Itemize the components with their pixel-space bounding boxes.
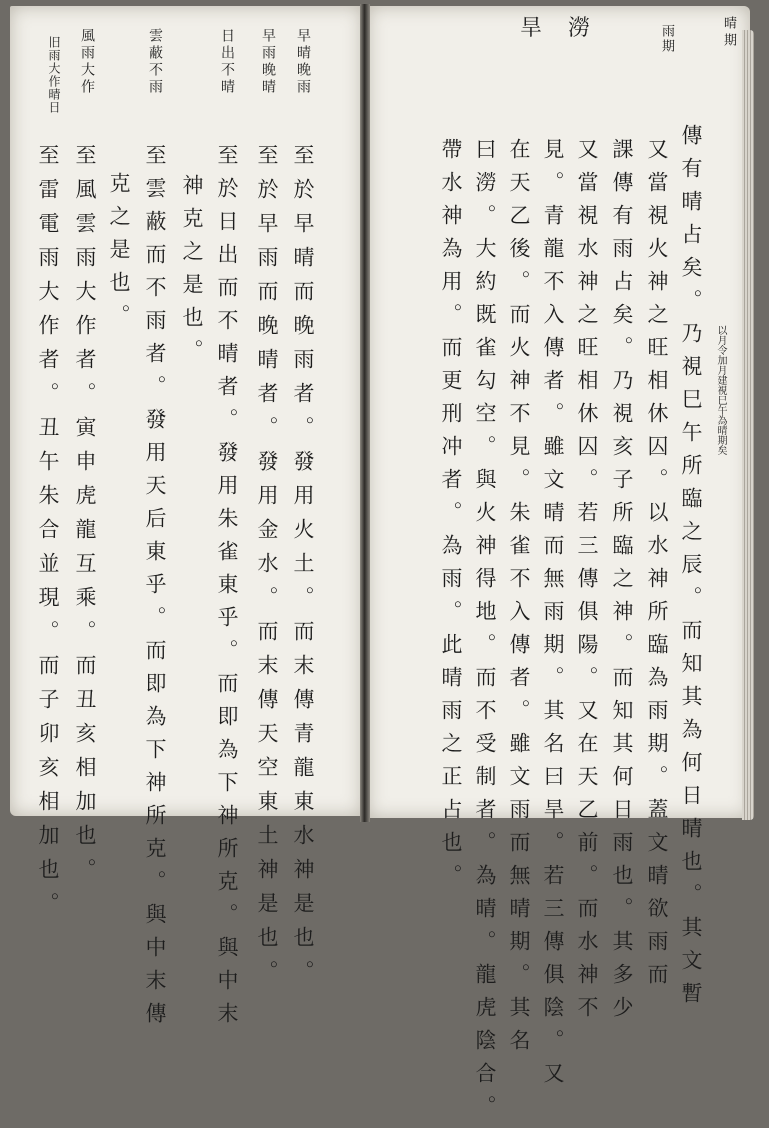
annotation: 以月令加月建視巳午為晴期矣 bbox=[715, 325, 726, 455]
left-column-1: 至於早晴而晚雨者。發用火土。而末傳青龍東水神是也。 bbox=[291, 144, 315, 994]
left-column-8: 至雷電雨大作者。丑午朱合並現。而子卯亥相加也。 bbox=[36, 144, 60, 926]
body-column-8: 帶水神為用。而更刑冲者。為雨。此晴雨之正占也。 bbox=[439, 138, 463, 897]
left-column-2: 至於早雨而晚晴者。發用金水。而末傳天空東土神是也。 bbox=[255, 144, 279, 994]
page-edge bbox=[742, 30, 754, 820]
heading-early-rain-late-clear: 早雨晚晴 bbox=[260, 28, 276, 96]
heading-wind-rain: 風雨大作 bbox=[79, 28, 95, 96]
heading-thunder-rain: 旧雨大作晴日 bbox=[47, 36, 61, 114]
heading-early-clear-late-rain: 早晴晚雨 bbox=[295, 28, 311, 96]
page-title: 旱澇 bbox=[520, 16, 617, 41]
section-label: 雨期 bbox=[659, 24, 674, 54]
body-column-5: 見。青龍不入傳者。雖文晴而無雨期。其名曰旱。若三傳俱陰。又 bbox=[541, 138, 565, 1095]
body-column-7: 曰澇。大約既雀勾空。與火神得地。而不受制者。為晴。龍虎陰合。 bbox=[473, 138, 497, 1128]
left-column-4: 神克之是也。 bbox=[180, 174, 204, 372]
left-column-3: 至於日出而不晴者。發用朱雀東乎。而即為下神所克。與中末 bbox=[215, 144, 239, 1035]
body-column-6: 在天乙後。而火神不見。朱雀不入傳者。雖文雨而無晴期。其名 bbox=[507, 138, 531, 1062]
heading-clouds-no-rain: 雲蔽不雨 bbox=[147, 28, 163, 96]
left-column-5: 至雲蔽而不雨者。發用天后東乎。而即為下神所克。與中末傳 bbox=[143, 144, 167, 1035]
heading-sunrise-not-clear: 日出不晴 bbox=[219, 28, 235, 96]
left-column-7: 至風雲雨大作者。寅申虎龍互乘。而丑亥相加也。 bbox=[73, 144, 97, 892]
body-column-3: 課傳有雨占矣。乃視亥子所臨之神。而知其何日雨也。其多少 bbox=[610, 138, 634, 1029]
book-gutter bbox=[360, 4, 370, 822]
corner-label: 晴期 bbox=[721, 16, 736, 50]
body-column-1: 傳有晴占矣。乃視巳午所臨之辰。而知其為何日晴也。其文暫 bbox=[679, 124, 703, 1015]
body-column-4: 又當視水神之旺相休囚。若三傳俱陽。又在天乙前。而水神不 bbox=[575, 138, 599, 1029]
body-column-2: 又當視火神之旺相休囚。以水神所臨為雨期。蓋文晴欲雨而 bbox=[645, 138, 669, 996]
left-column-6: 克之是也。 bbox=[107, 172, 131, 337]
